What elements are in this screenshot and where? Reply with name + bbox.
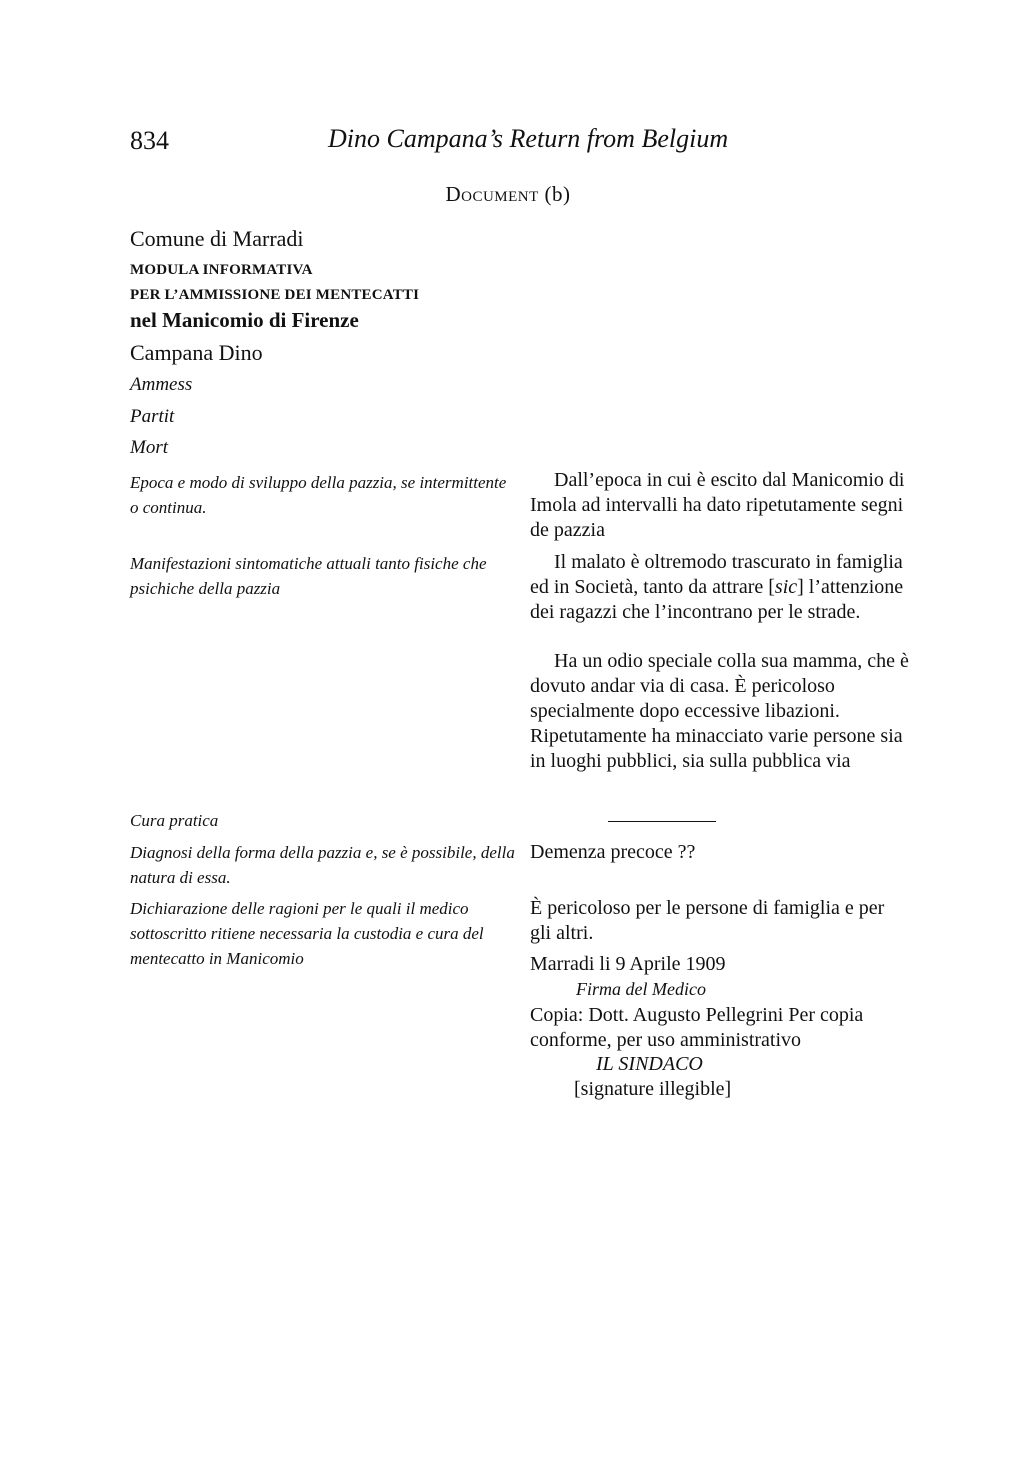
field-label-onset: Epoca e modo di sviluppo della pazzia, se intermittente o continua. bbox=[130, 473, 507, 517]
sic-marker: sic bbox=[774, 576, 798, 598]
patient-name: Campana Dino bbox=[130, 340, 263, 365]
field-label-treatment: Cura pratica bbox=[130, 811, 219, 830]
document-heading-suffix: (b) bbox=[544, 182, 571, 206]
form-title-line-2: PER L’AMMISSIONE DEI MENTECATTI bbox=[130, 287, 420, 303]
symptoms-text-before-sic: Il malato è oltremodo trascurato in famiglia ed in Società, tanto da attrare [ bbox=[530, 551, 903, 598]
field-answer-diagnosis: Demenza precoce ?? bbox=[530, 841, 696, 863]
status-departed: Partit bbox=[130, 406, 175, 427]
field-answer-onset: Dall’epoca in cui è escito dal Manicomio di Imola ad intervalli ha dato ripetutamente segni de pazzia bbox=[530, 469, 905, 541]
running-title: Dino Campana’s Return from Belgium bbox=[328, 124, 729, 153]
field-answer-reasons: È pericoloso per le persone di famiglia e per gli altri. bbox=[530, 897, 885, 944]
field-answer-symptoms-p2: Ha un odio speciale colla sua mamma, che è dovuto andar via di casa. È pericoloso specialmente dopo eccessive libazioni. Ripetutamente ha minacciato varie persone sia in luoghi pubblici, sia sulla pubblica via bbox=[530, 650, 909, 772]
mayor-title: IL SINDACO bbox=[596, 1053, 703, 1075]
field-label-reasons: Dichiarazione delle ragioni per le quali il medico sottoscritto ritiene necessaria la custodia e cura del mentecatto in Manicomio bbox=[130, 899, 484, 968]
form-title-line-3: nel Manicomio di Firenze bbox=[130, 308, 359, 332]
commune-name: Comune di Marradi bbox=[130, 226, 304, 251]
status-admitted: Ammess bbox=[130, 374, 193, 395]
place-date: Marradi li 9 Aprile 1909 bbox=[530, 953, 726, 975]
document-heading-word: Document bbox=[445, 182, 539, 206]
field-label-diagnosis: Diagnosi della forma della pazzia e, se è possibile, della natura di essa. bbox=[130, 843, 515, 887]
status-deceased: Mort bbox=[130, 437, 168, 458]
document-heading bbox=[0, 182, 1016, 207]
copy-note: Copia: Dott. Augusto Pellegrini Per copia conforme, per uso amministrativo bbox=[530, 1004, 864, 1051]
treatment-blank-rule bbox=[608, 821, 716, 822]
page-number: 834 bbox=[130, 126, 169, 155]
symptoms-text-after-sic: ] l’attenzione dei ragazzi che l’incontrano per le strade. bbox=[530, 576, 904, 623]
field-label-symptoms: Manifestazioni sintomatiche attuali tanto fisiche che psichiche della pazzia bbox=[130, 554, 487, 598]
doctor-signature-label: Firma del Medico bbox=[576, 979, 706, 999]
field-answer-symptoms-p1 bbox=[530, 550, 910, 625]
form-title-line-1: MODULA INFORMATIVA bbox=[130, 262, 313, 278]
signature-note: [signature illegible] bbox=[574, 1078, 732, 1100]
